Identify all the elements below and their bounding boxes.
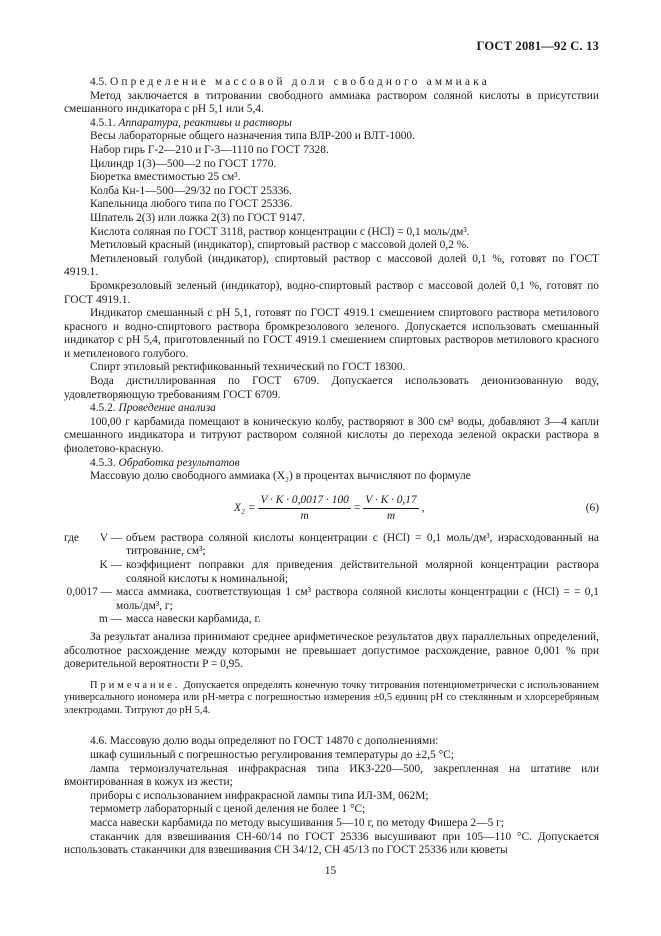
- definition-text: масса аммиака, соответствующая 1 см³ раствора соляной кислоты концентрации c (HCl) = = 0,1 моль/дм³, г;: [116, 586, 599, 612]
- list-item: Набор гирь Г-2—210 и Г-3—1110 по ГОСТ 7328.: [90, 143, 329, 156]
- list-item: Бюретка вместимостью 25 см³.: [90, 171, 241, 184]
- definition-text: коэффициент поправки для приведения действительной молярной концентрации раствора соляной кислоты к номинальной;: [126, 559, 599, 585]
- formula-fraction-2: [363, 494, 418, 524]
- note-text: Допускается определять конечную точку титрования потенциометрически с использованием универсального иономера или pH-метра с погрешностью измерения ±0,5 единиц pH со стеклянным и хлорсеребряным электродами. Титруют до pH 5,4.: [64, 679, 599, 716]
- formula-numerator-1: V · K · 0,0017 · 100: [258, 494, 350, 510]
- document-body: [64, 76, 599, 858]
- section-4-5-1-heading: [64, 117, 599, 131]
- section-4-5-title: Определение массовой доли свободного аммиака: [109, 76, 491, 88]
- definition-row: [64, 586, 599, 613]
- section-4-5-3-title: Обработка результатов: [118, 456, 240, 469]
- definition-row: [64, 613, 599, 627]
- list-item: лампа термоизлучательная инфракрасная типа ИКЗ-220—500, закрепленная на штативе или вмонтированная в кожух из жести;: [64, 762, 599, 789]
- section-4-5-3-text: Массовую долю свободного аммиака (X₂) в процентах вычисляют по формуле: [90, 470, 471, 483]
- list-item: приборы с использованием инфракрасной лампы типа ИЛ-3М, 062М;: [90, 789, 429, 802]
- section-4-5-1-number: 4.5.1.: [90, 116, 116, 129]
- section-4-5-1-title: Аппаратура, реактивы и растворы: [118, 116, 292, 129]
- definition-symbol: 0,0017 —: [66, 586, 112, 599]
- section-4-5-heading: [64, 76, 599, 90]
- definition-row: [64, 559, 599, 586]
- list-item: Спирт этиловый ректификованный технический по ГОСТ 18300.: [90, 361, 406, 374]
- section-4-5-number: 4.5.: [90, 76, 108, 88]
- formula-equals: =: [353, 502, 361, 515]
- list-item: Метиловый красный (индикатор), спиртовый раствор с массовой долей 0,2 %.: [90, 239, 470, 252]
- section-4-5-3-number: 4.5.3.: [90, 456, 116, 469]
- list-item: Метиленовый голубой (индикатор), спиртовый раствор с массовой долей 0,1 %, готовят по ГОСТ 4919.1.: [64, 252, 599, 279]
- formula-numerator-2: V · K · 0,17: [363, 494, 418, 510]
- list-item: Индикатор смешанный с pH 5,1, готовят по ГОСТ 4919.1 смешением спиртового раствора метилового красного и водно-спиртового раствора бромкрезолового зеленого. Допускается использовать смешанный индикатор с pH 5,4, приготовленный по ГОСТ 4919.1 смешением спиртовых растворов метилового красного и метиленового голубого.: [64, 307, 599, 360]
- formula-fraction-1: [258, 494, 350, 524]
- list-item: Цилиндр 1(3)—500—2 по ГОСТ 1770.: [90, 157, 277, 170]
- definition-row: [64, 532, 599, 559]
- formula-lhs: X₂ =: [234, 502, 256, 515]
- section-4-6-text: 4.6. Массовую долю воды определяют по ГОСТ 14870 с дополнениями:: [90, 735, 439, 748]
- definition-text: объем раствора соляной кислоты концентрации c (HCl) = 0,1 моль/дм³, израсходованный на титрование, см³;: [126, 531, 599, 558]
- formula-denominator-1: m: [300, 510, 309, 523]
- note: [64, 680, 599, 717]
- section-4-5-2-title: Проведение анализа: [118, 402, 216, 415]
- formula-tail: ,: [421, 502, 425, 515]
- note-label: Примечание.: [90, 679, 181, 691]
- list-item: масса навески карбамида по методу высушивания 5—10 г, по методу Фишера 2—5 г;: [90, 816, 504, 829]
- page-header: ГОСТ 2081—92 С. 13: [476, 39, 599, 53]
- definition-symbol: m —: [98, 613, 122, 626]
- formula-expression: [234, 494, 425, 524]
- formula-denominator-2: m: [386, 510, 396, 523]
- list-item: шкаф сушильный с погрешностью регулирования температуры до ±2,5 °С;: [90, 748, 454, 761]
- list-item: Бромкрезоловый зеленый (индикатор), водно-спиртовый раствор с массовой долей 0,1 %, готовят по ГОСТ 4919.1.: [64, 279, 599, 306]
- list-item: Кислота соляная по ГОСТ 3118, раствор концентрации c (HCl) = 0,1 моль/дм³.: [90, 225, 470, 238]
- list-item: Весы лабораторные общего назначения типа ВЛР-200 и ВЛТ-1000.: [90, 130, 415, 143]
- definition-symbol: K —: [99, 559, 122, 571]
- definition-text: масса навески карбамида, г.: [126, 613, 261, 626]
- formula-6: [64, 490, 599, 528]
- formula-definitions: [64, 532, 599, 627]
- list-item: Капельница любого типа по ГОСТ 25336.: [90, 198, 293, 211]
- list-item: Шпатель 2(3) или ложка 2(3) по ГОСТ 9147.: [90, 211, 306, 224]
- page-number: 15: [324, 865, 337, 877]
- list-item: термометр лабораторный с ценой деления не более 1 °С;: [90, 803, 366, 816]
- section-4-5-text: Метод заключается в титровании свободного аммиака раствором соляной кислоты в присутствии смешанного индикатора с pH 5,1 или 5,4.: [64, 89, 599, 116]
- definitions-where: где: [64, 531, 79, 544]
- list-item: Колба Кн-1—500—29/32 по ГОСТ 25336.: [90, 184, 292, 197]
- list-item: стаканчик для взвешивания СН-60/14 по ГОСТ 25336 высушивают при 105—110 °С. Допускается использовать стаканчики для взвешивания СН 34/12, СН 45/13 по ГОСТ 25336 или кюветы: [64, 830, 599, 857]
- list-item: Вода дистиллированная по ГОСТ 6709. Допускается использовать деионизованную воду, удовлетворяющую требованиям ГОСТ 6709.: [64, 375, 599, 401]
- section-4-5-2-heading: [64, 402, 599, 416]
- formula-number: (6): [585, 501, 599, 514]
- definition-symbol: V —: [99, 531, 122, 544]
- section-4-5-2-number: 4.5.2.: [90, 402, 116, 415]
- section-4-5-2-text: 100,00 г карбамида помещают в коническую колбу, растворяют в 300 см³ воды, добавляют 3—4 капли смешанного индикатора и титруют раствором соляной кислоты до перехода зеленой окраски раствора в фиолетово-красную.: [64, 415, 599, 456]
- section-4-5-3-heading: [64, 457, 599, 471]
- result-text: За результат анализа принимают среднее арифметическое результатов двух параллельных определений, абсолютное расхождение между которыми не превышает допустимое расхождение, равное 0,001 % при доверительной вероятности P = 0,95.: [64, 630, 599, 671]
